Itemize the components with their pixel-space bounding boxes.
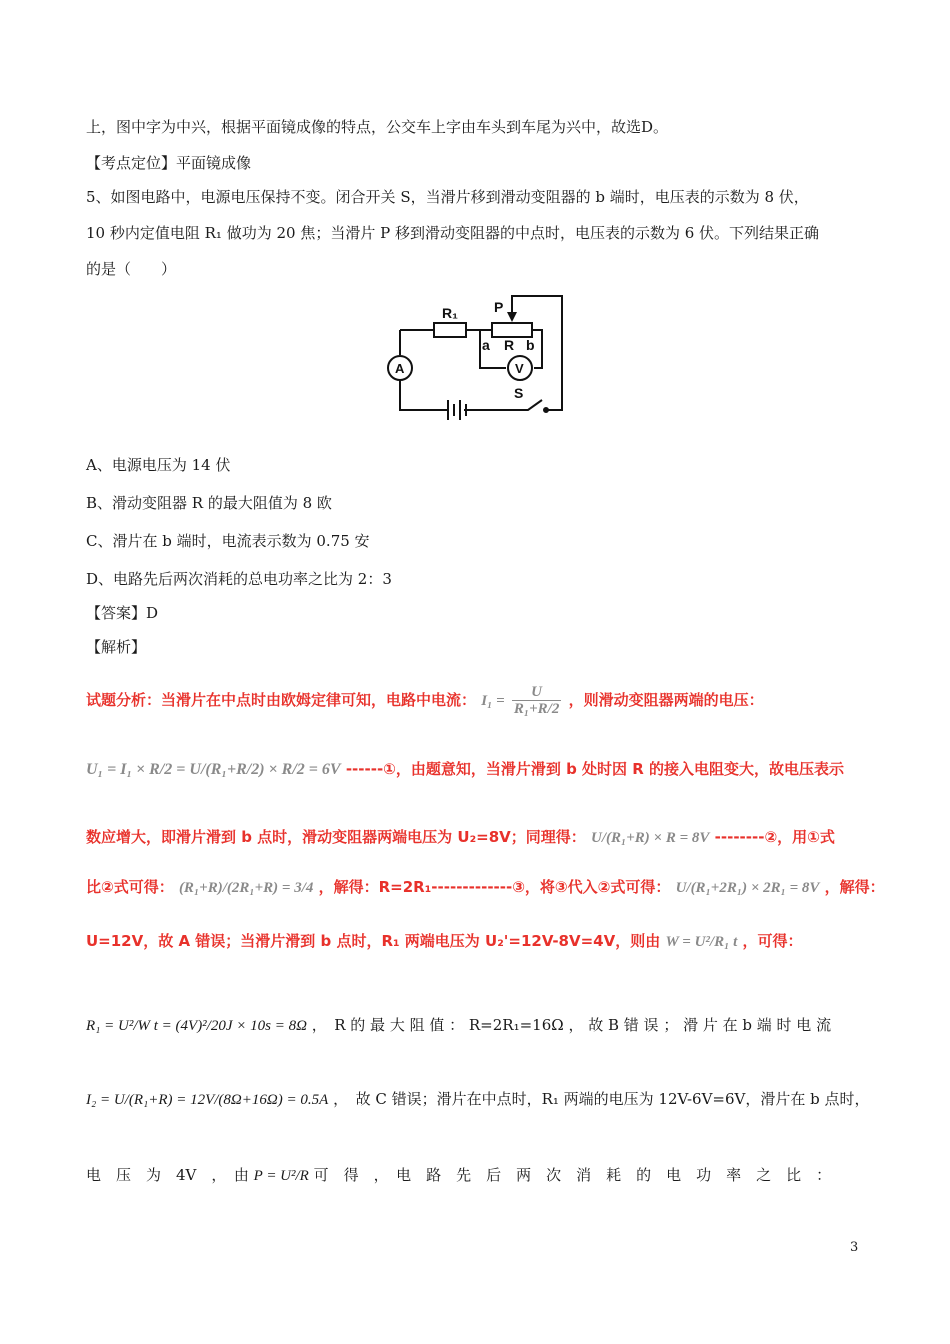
r-label: R — [504, 337, 515, 353]
analysis-line-4: 比②式可得： (R₁+R)/(2R₁+R) = 3/4 ，解得：R=2R₁-------------③，将③代入②式可得： U/(R₁+2R₁) × 2R₁ = 8V ，解得： — [86, 878, 885, 896]
analysis-line-5: U=12V，故 A 错误；当滑片滑到 b 点时，R₁ 两端电压为 U₂'=12V-8V=4V，则由 W = U²/R₁ t ，可得： — [86, 932, 803, 950]
option-d: D、电路先后两次消耗的总电功率之比为 2：3 — [86, 570, 392, 588]
analysis-line-7: I₂ = U/(R₁+R) = 12V/(8Ω+16Ω) = 0.5A ， 故 C 错误；滑片在中点时，R₁ 两端的电压为 12V-6V=6V，滑片在 b 点时， — [86, 1090, 870, 1108]
b-label: b — [526, 337, 535, 353]
analysis-line-3: 数应增大，即滑片滑到 b 点时，滑动变阻器两端电压为 U₂=8V；同理得： U/(R₁+R) × R = 8V --------②，用①式 — [86, 828, 835, 846]
analysis-heading: 【解析】 — [86, 638, 147, 656]
a-label: a — [482, 337, 490, 353]
analysis-line-8: 电 压 为 4V ， 由 P = U²/R 可 得 ， 电 路 先 后 两 次 消 耗 的 电 功 率 之 比 ： — [86, 1166, 832, 1184]
question-text: 5、如图电路中，电源电压保持不变。闭合开关 S，当滑片移到滑动变阻器的 b 端时，电压表的示数为 8 伏， — [86, 188, 809, 206]
fraction: $\frac{U}{\text{R₁+R/2}}$ — [513, 684, 560, 717]
option-b: B、滑动变阻器 R 的最大阻值为 8 欧 — [86, 494, 332, 512]
rheostat-r — [492, 323, 532, 337]
switch-label: S — [514, 385, 524, 401]
p-label: P — [494, 299, 504, 315]
page-number: 3 — [850, 1240, 859, 1255]
analysis-line-6: R₁ = U²/W t = (4V)²/20J × 10s = 8Ω ， R 的 最 大 阻 值 ： R=2R₁=16Ω ， 故 B 错 误 ； 滑 片 在 b 端 时 电 流 — [86, 1016, 832, 1034]
topic-label: 【考点定位】平面镜成像 — [86, 154, 252, 172]
r1-label: R₁ — [442, 305, 458, 321]
option-c: C、滑片在 b 端时，电流表示数为 0.75 安 — [86, 532, 370, 550]
voltmeter-label: V — [515, 361, 524, 376]
resistor-r1 — [434, 323, 466, 337]
slider-arrow-icon — [507, 312, 517, 322]
ammeter-label: A — [395, 361, 405, 376]
answer: 【答案】D — [86, 604, 159, 622]
question-text: 10 秒内定值电阻 R₁ 做功为 20 焦；当滑片 P 移到滑动变阻器的中点时，电压表的示数为 6 伏。下列结果正确 — [86, 224, 820, 242]
option-a: A、电源电压为 14 伏 — [86, 456, 231, 474]
analysis-line-2: U₁ = I₁ × R/2 = U/(R₁+R/2) × R/2 = 6V ------①，由题意知，当滑片滑到 b 处时因 R 的接入电阻变大，故电压表示 — [86, 760, 845, 778]
circuit-diagram — [382, 290, 568, 428]
analysis-line-1: 试题分析：当滑片在中点时由欧姆定律可知，电路中电流： I₁ = $\frac{U}{\text{R₁+R/2}}$ ，则滑动变阻器两端的电压： — [86, 684, 764, 717]
text-line: 上，图中字为中兴，根据平面镜成像的特点，公交车上字由车头到车尾为兴中，故选D。 — [86, 118, 669, 136]
question-text: 的是（ ） — [86, 260, 177, 278]
